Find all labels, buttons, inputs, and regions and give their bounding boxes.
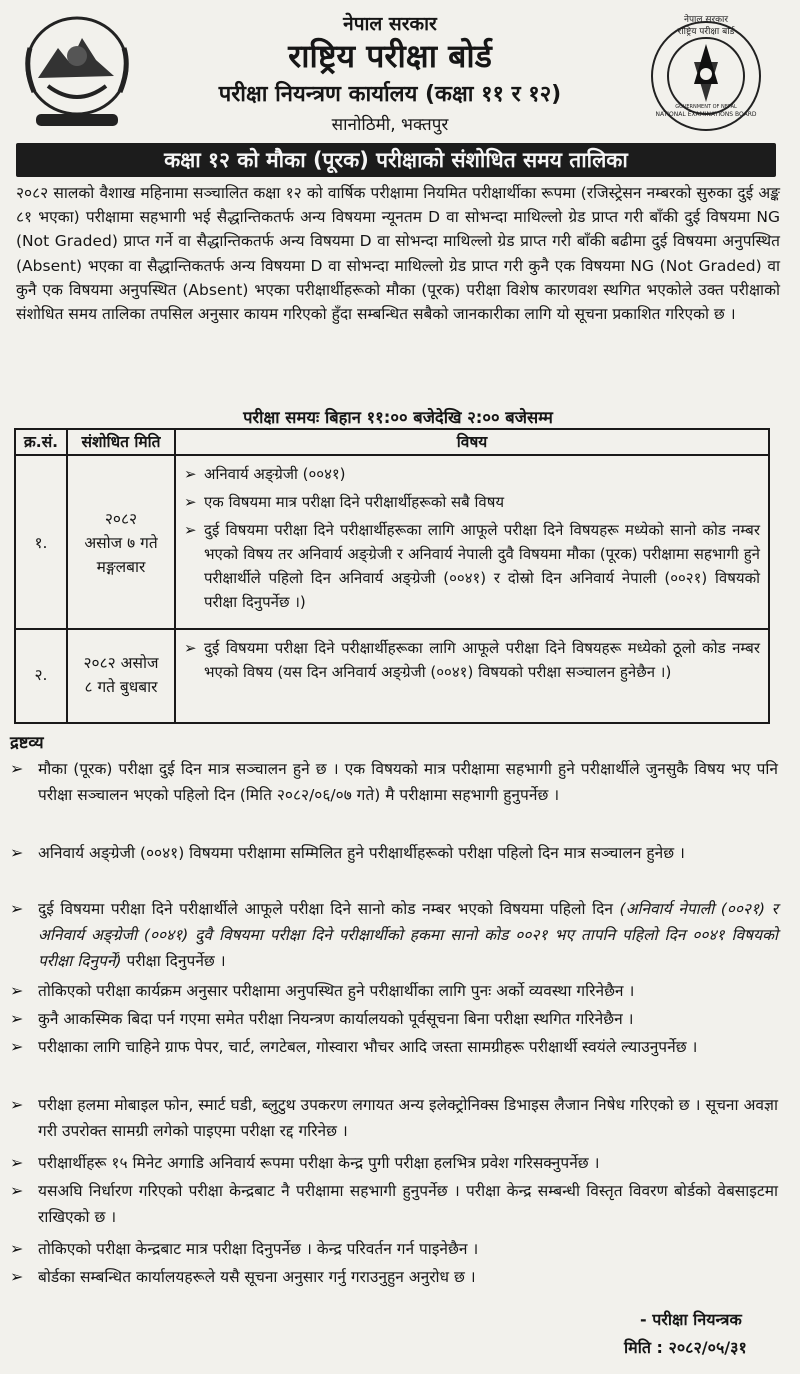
note-3-text: दुई विषयमा परीक्षा दिने परीक्षार्थीले आफूले परीक्षा दिने सानो कोड नम्बर भएको विषयमा पहिलो दिन — [38, 900, 613, 918]
note-7 — [10, 1092, 778, 1144]
arrow-icon: ➢ — [10, 1181, 24, 1200]
row2-date-line1: २०८२ असोज — [83, 654, 159, 672]
row1-item-3 — [184, 518, 760, 614]
arrow-icon: ➢ — [10, 1239, 24, 1258]
note-3-tail: परीक्षा दिनुपर्नेछ । — [126, 952, 226, 970]
note-3 — [10, 896, 778, 974]
arrow-icon: ➢ — [10, 981, 24, 1000]
row1-date-day: असोज ७ गते — [84, 534, 158, 552]
row2-item-1-text: दुई विषयमा परीक्षा दिने परीक्षार्थीहरूका लागि आफूले परीक्षा दिने विषयहरू मध्येको ठूलो कोड नम्बर भएको विषय (यस दिन अनिवार्य अङ्ग्रेजी (००४१) विषयको परीक्षा सञ्चालन हुनेछैन ।) — [204, 639, 760, 681]
arrow-icon: ➢ — [10, 1267, 24, 1286]
office-location: सानोठिमी, भक्तपुर — [331, 115, 449, 135]
note-8 — [10, 1150, 778, 1176]
note-3-italic: (अनिवार्य नेपाली (००२१) र अनिवार्य अङ्ग्रेजी (००४१) दुवै विषयमा परीक्षा दिने परीक्षार्थीको हकमा सानो कोड ००२१ भए तापनि पहिलो दिन ००४१ विषयको परीक्षा दिनुपर्ने) — [38, 900, 778, 970]
row1-sn: १. — [34, 534, 48, 552]
header-subject: विषय — [456, 433, 488, 451]
note-11 — [10, 1264, 778, 1290]
note-1-text: मौका (पूरक) परीक्षा दुई दिन मात्र सञ्चालन हुने छ । एक विषयको मात्र परीक्षामा सहभागी हुने परीक्षार्थीले जुनसुकै विषय भए पनि परीक्षा सञ्चालन भएको पहिलो दिन (मिति २०८२/०६/०७ गते) मै परीक्षामा सहभागी हुनुपर्नेछ । — [38, 760, 778, 804]
row1-item-3-text: दुई विषयमा परीक्षा दिने परीक्षार्थीहरूका लागि आफूले परीक्षा दिने विषयहरू मध्येको सानो कोड नम्बर भएको विषय तर अनिवार्य अङ्ग्रेजी र अनिवार्य नेपाली दुवै विषयमा मौका (पूरक) परीक्षामा सहभागी हुने परीक्षार्थीले पहिलो दिन अनिवार्य अङ्ग्रेजी (००४१) र दोस्रो दिन अनिवार्य नेपाली (००२१) विषयको परीक्षा दिनुपर्नेछ ।) — [204, 521, 760, 611]
row2-sn: २. — [34, 666, 48, 684]
note-6 — [10, 1034, 778, 1060]
nepal-emblem-icon — [18, 8, 136, 136]
note-7-text: परीक्षा हलमा मोबाइल फोन, स्मार्ट घडी, ब्लुटुथ उपकरण लगायत अन्य इलेक्ट्रोनिक्स डिभाइस लैजान निषेध गरिएको छ । सूचना अवज्ञा गरी उपरोक्त सामग्री लगेको पाइएमा परीक्षा रद्द गरिनेछ । — [38, 1096, 778, 1140]
arrow-icon: ➢ — [10, 1009, 24, 1028]
seal-ring-text: NATIONAL EXAMINATIONS BOARD — [655, 111, 757, 118]
note-10 — [10, 1236, 778, 1262]
row2-date-line2: ८ गते बुधबार — [84, 678, 158, 696]
note-9 — [10, 1178, 778, 1230]
note-5 — [10, 1006, 778, 1032]
note-4 — [10, 978, 778, 1004]
header-date: संशोधित मिति — [81, 433, 161, 451]
arrow-icon: ➢ — [184, 493, 197, 511]
arrow-icon: ➢ — [10, 899, 24, 918]
seal-top-text: नेपाल सरकार — [683, 15, 729, 25]
arrow-icon: ➢ — [10, 843, 24, 862]
note-5-text: कुनै आकस्मिक बिदा पर्न गएमा समेत परीक्षा नियन्त्रण कार्यालयको पूर्वसूचना बिना परीक्षा स्थगित गरिनेछैन । — [38, 1010, 634, 1028]
arrow-icon: ➢ — [184, 521, 197, 539]
row1-item-2 — [184, 490, 760, 514]
row1-item-2-text: एक विषयमा मात्र परीक्षा दिने परीक्षार्थीहरूको सबै विषय — [204, 493, 505, 511]
note-4-text: तोकिएको परीक्षा कार्यक्रम अनुसार परीक्षामा अनुपस्थित हुने परीक्षार्थीका लागि पुनः अर्को व्यवस्था गरिनेछैन । — [38, 982, 635, 1000]
arrow-icon: ➢ — [10, 1095, 24, 1114]
note-8-text: परीक्षार्थीहरू १५ मिनेट अगाडि अनिवार्य रूपमा परीक्षा केन्द्र पुगी परीक्षा हलभित्र प्रवेश गरिसक्नुपर्नेछ । — [38, 1154, 600, 1172]
arrow-icon: ➢ — [10, 759, 24, 778]
row1-item-1-text: अनिवार्य अङ्ग्रेजी (००४१) — [204, 465, 346, 483]
seal-mid-text: राष्ट्रिय परीक्षा बोर्ड — [677, 27, 735, 37]
notice-title: कक्षा १२ को मौका (पूरक) परीक्षाको संशोधित समय तालिका — [16, 143, 776, 177]
intro-paragraph: २०८२ सालको वैशाख महिनामा सञ्चालित कक्षा १२ को वार्षिक परीक्षामा नियमित परीक्षार्थीका रूपमा (रजिस्ट्रेसन नम्बरको सुरुका दुई अङ्क ८१ भएका) परीक्षामा सहभागी भई सैद्धान्तिकतर्फ अन्य विषयमा न्यूनतम D वा सोभन्दा माथिल्लो ग्रेड प्राप्त गरी बाँकी दुई विषयमा NG (Not Graded) प्राप्त गर्ने वा सैद्धान्तिकतर्फ अन्य विषयमा D वा सोभन्दा माथिल्लो ग्रेड प्राप्त गरी बाँकी बढीमा दुई विषयमा अनुपस्थित (Absent) भएका वा सैद्धान्तिकतर्फ अन्य विषयमा D वा सोभन्दा माथिल्लो ग्रेड प्राप्त गरी कुनै एक विषयमा NG (Not Graded) वा कुनै एक विषयमा अनुपस्थित (Absent) भएका परीक्षार्थीहरूको मौका (पूरक) परीक्षा विशेष कारणवश स्थगित भएकोले उक्त परीक्षाको संशोधित समय तालिका तपसिल अनुसार कायम गरिएको हुँदा सम्बन्धित सबैको जानकारीका लागि यो सूचना प्रकाशित गरिएको छ । — [16, 184, 780, 324]
note-1 — [10, 756, 778, 808]
note-2 — [10, 840, 778, 866]
seal-gov-text: GOVERNMENT OF NEPAL — [675, 104, 737, 110]
header-sn: क्र.सं. — [23, 433, 59, 451]
signature: - परीक्षा नियन्त्रक — [640, 1310, 742, 1329]
notice-date: मिति : २०८२/०५/३१ — [624, 1338, 747, 1357]
exam-time: परीक्षा समयः बिहान ११:०० बजेदेखि २:०० बजेसम्म — [243, 408, 553, 427]
schedule-table — [14, 428, 770, 724]
arrow-icon: ➢ — [10, 1153, 24, 1172]
board-name: राष्ट्रिय परीक्षा बोर्ड — [288, 37, 492, 75]
row1-date-weekday: मङ्गलबार — [96, 558, 146, 576]
notes-title: द्रष्टव्य — [10, 733, 44, 752]
board-seal-icon — [648, 10, 764, 134]
arrow-icon: ➢ — [184, 639, 197, 657]
note-9-text: यसअघि निर्धारण गरिएको परीक्षा केन्द्रबाट नै परीक्षामा सहभागी हुनुपर्नेछ । परीक्षा केन्द्र सम्बन्धी विस्तृत विवरण बोर्डको वेबसाइटमा राखिएको छ । — [38, 1182, 778, 1226]
arrow-icon: ➢ — [184, 465, 197, 483]
row1-date-year: २०८२ — [104, 510, 138, 528]
government-name: नेपाल सरकार — [343, 13, 437, 35]
office-name: परीक्षा नियन्त्रण कार्यालय (कक्षा ११ र १२) — [218, 82, 562, 107]
note-6-text: परीक्षाका लागि चाहिने ग्राफ पेपर, चार्ट, लगटेबल, गोस्वारा भौचर आदि जस्ता सामग्रीहरू परीक्षार्थी स्वयंले ल्याउनुपर्नेछ । — [38, 1038, 698, 1056]
note-10-text: तोकिएको परीक्षा केन्द्रबाट मात्र परीक्षा दिनुपर्नेछ । केन्द्र परिवर्तन गर्न पाइनेछैन । — [38, 1240, 479, 1258]
row1-item-1 — [184, 462, 760, 486]
row2-item-1 — [184, 636, 760, 684]
arrow-icon: ➢ — [10, 1037, 24, 1056]
note-2-text: अनिवार्य अङ्ग्रेजी (००४१) विषयमा परीक्षामा सम्मिलित हुने परीक्षार्थीहरूको परीक्षा पहिलो दिन मात्र सञ्चालन हुनेछ । — [38, 844, 685, 862]
note-11-text: बोर्डका सम्बन्धित कार्यालयहरूले यसै सूचना अनुसार गर्नु गराउनुहुन अनुरोध छ । — [38, 1268, 476, 1286]
